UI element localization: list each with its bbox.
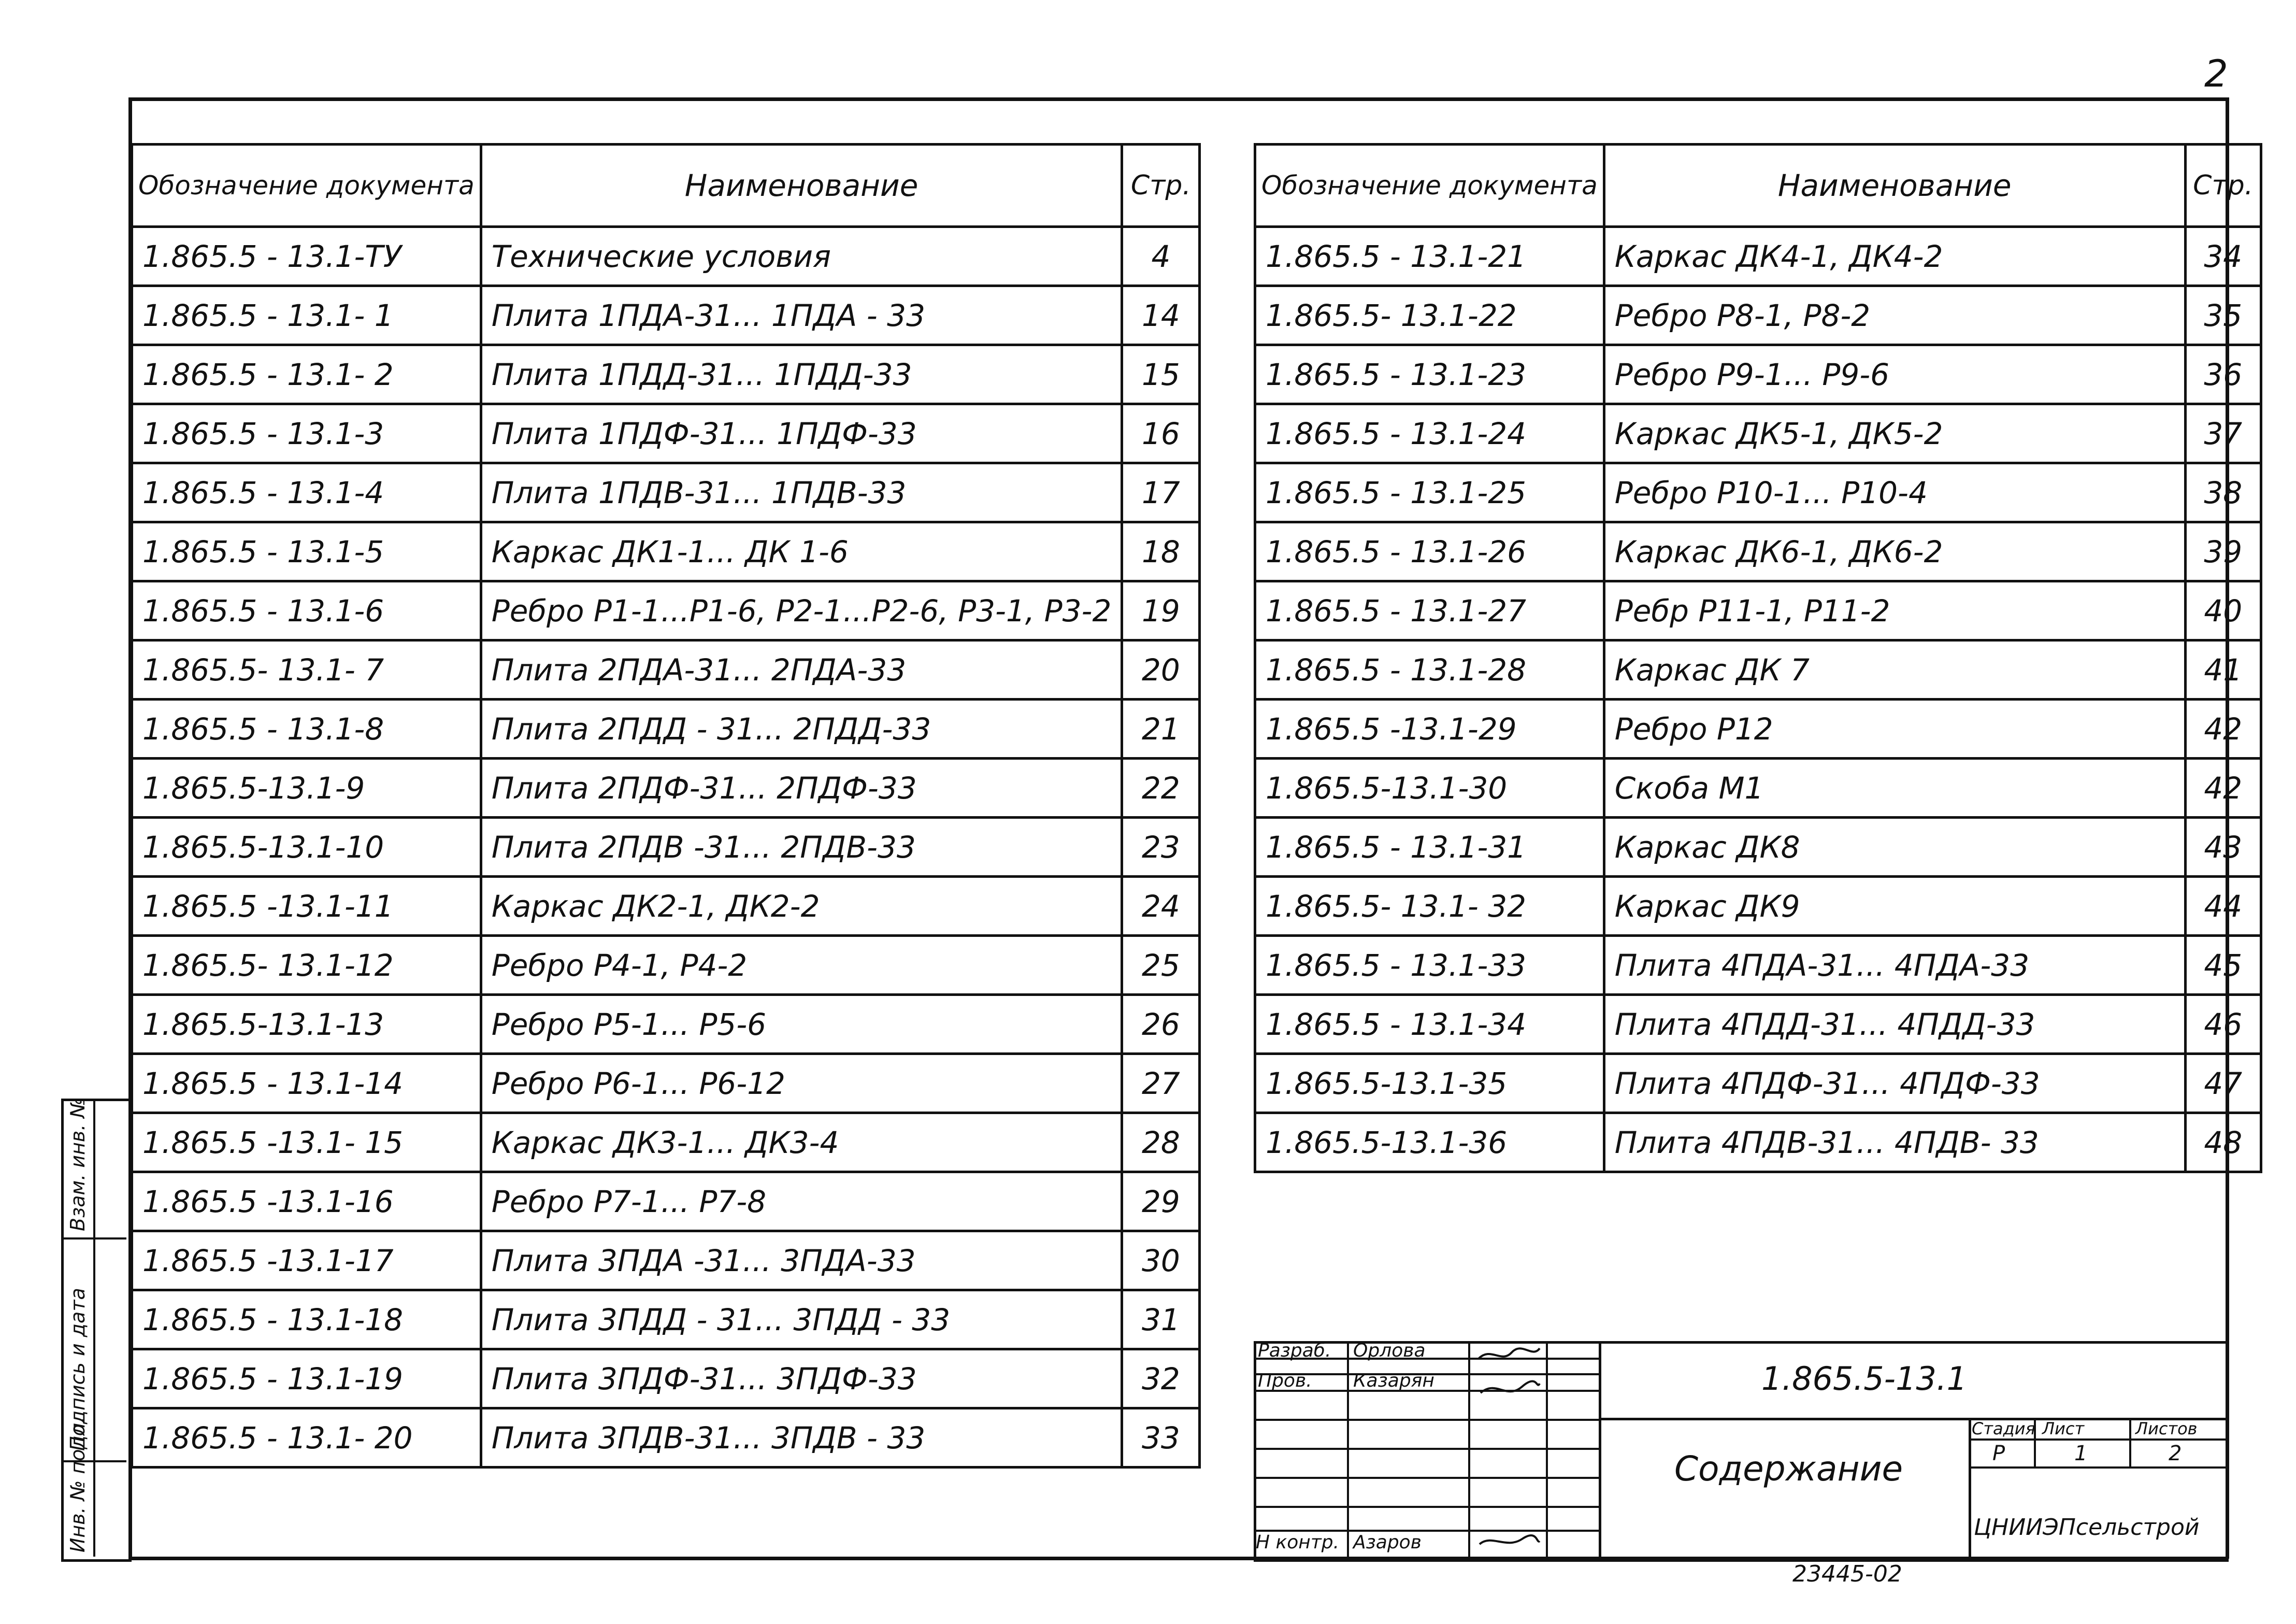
row-designation: 1.865.5 - 13.1-4 xyxy=(132,463,481,522)
page-number: 2 xyxy=(2204,52,2228,95)
toc-header-row xyxy=(1255,145,2261,227)
row-name: Ребро Р8-1, Р8-2 xyxy=(1604,286,2185,345)
row-name: Плита 4ПДВ-31... 4ПДВ- 33 xyxy=(1604,1113,2185,1172)
column-header-designation: Обозначение документа xyxy=(1255,145,1604,227)
table-row xyxy=(1255,522,2261,581)
table-row xyxy=(1255,404,2261,463)
table-row xyxy=(132,1113,1200,1172)
row-name: Каркас ДК5-1, ДК5-2 xyxy=(1604,404,2185,463)
table-row xyxy=(1255,818,2261,877)
stamp-checked-name: Казарян xyxy=(1353,1370,1434,1391)
row-designation: 1.865.5 - 13.1-8 xyxy=(132,700,481,759)
table-row xyxy=(132,1172,1200,1231)
row-designation: 1.865.5 - 13.1-23 xyxy=(1255,345,1604,404)
table-row xyxy=(1255,227,2261,286)
column-header-page: Стр. xyxy=(2185,145,2261,227)
side-stamp-inv-original: Инв. № подл. xyxy=(66,1416,89,1552)
row-name: Плита 1ПДД-31... 1ПДД-33 xyxy=(481,345,1122,404)
row-designation: 1.865.5 - 13.1-26 xyxy=(1255,522,1604,581)
row-designation: 1.865.5- 13.1-12 xyxy=(132,936,481,995)
table-row xyxy=(1255,581,2261,640)
row-page: 18 xyxy=(1122,522,1200,581)
row-name: Ребро Р1-1...Р1-6, Р2-1...Р2-6, Р3-1, Р3-2 xyxy=(481,581,1122,640)
row-page: 19 xyxy=(1122,581,1200,640)
row-name: Ребр Р11-1, Р11-2 xyxy=(1604,581,2185,640)
row-designation: 1.865.5- 13.1- 32 xyxy=(1255,877,1604,936)
stamp-checked-label: Пров. xyxy=(1258,1370,1312,1391)
row-designation: 1.865.5-13.1-36 xyxy=(1255,1113,1604,1172)
stamp-sheet-value: 1 xyxy=(2074,1442,2088,1465)
row-designation: 1.865.5 -13.1-29 xyxy=(1255,700,1604,759)
row-name: Ребро Р6-1... Р6-12 xyxy=(481,1054,1122,1113)
table-row xyxy=(132,759,1200,818)
row-designation: 1.865.5-13.1-13 xyxy=(132,995,481,1054)
stamp-sheet-label: Лист xyxy=(2042,1419,2085,1438)
table-row xyxy=(132,404,1200,463)
row-page: 41 xyxy=(2185,640,2261,700)
row-page: 32 xyxy=(1122,1349,1200,1408)
table-row xyxy=(132,522,1200,581)
row-page: 47 xyxy=(2185,1054,2261,1113)
row-designation: 1.865.5 - 13.1- 20 xyxy=(132,1408,481,1468)
row-designation: 1.865.5 - 13.1-28 xyxy=(1255,640,1604,700)
row-page: 27 xyxy=(1122,1054,1200,1113)
row-designation: 1.865.5 - 13.1-24 xyxy=(1255,404,1604,463)
frame-border-top xyxy=(128,97,2228,101)
row-designation: 1.865.5 - 13.1-3 xyxy=(132,404,481,463)
table-row xyxy=(132,227,1200,286)
row-page: 42 xyxy=(2185,700,2261,759)
stamp-sheets-label: Листов xyxy=(2135,1419,2198,1438)
row-name: Каркас ДК1-1... ДК 1-6 xyxy=(481,522,1122,581)
table-row xyxy=(1255,700,2261,759)
row-name: Ребро Р9-1... Р9-6 xyxy=(1604,345,2185,404)
table-row xyxy=(132,581,1200,640)
stamp-developed-name: Орлова xyxy=(1353,1340,1426,1361)
row-page: 45 xyxy=(2185,936,2261,995)
table-row xyxy=(132,1349,1200,1408)
table-row xyxy=(132,286,1200,345)
table-row xyxy=(132,463,1200,522)
table-row xyxy=(132,1408,1200,1468)
archive-code: 23445-02 xyxy=(1792,1561,1902,1587)
row-page: 28 xyxy=(1122,1113,1200,1172)
toc-table-right xyxy=(1254,143,2262,1173)
row-designation: 1.865.5 - 13.1-19 xyxy=(132,1349,481,1408)
row-page: 16 xyxy=(1122,404,1200,463)
row-name: Ребро Р5-1... Р5-6 xyxy=(481,995,1122,1054)
table-row xyxy=(132,1290,1200,1349)
toc-header-row xyxy=(132,145,1200,227)
table-row xyxy=(1255,286,2261,345)
row-name: Плита 4ПДА-31... 4ПДА-33 xyxy=(1604,936,2185,995)
table-row xyxy=(1255,463,2261,522)
row-name: Плита 3ПДД - 31... 3ПДД - 33 xyxy=(481,1290,1122,1349)
row-page: 23 xyxy=(1122,818,1200,877)
row-name: Каркас ДК2-1, ДК2-2 xyxy=(481,877,1122,936)
stamp-developed-label: Разраб. xyxy=(1258,1340,1331,1361)
column-header-designation: Обозначение документа xyxy=(132,145,481,227)
table-row xyxy=(132,700,1200,759)
row-name: Плита 3ПДА -31... 3ПДА-33 xyxy=(481,1231,1122,1290)
side-stamp-replace-inv: Взам. инв. № xyxy=(66,1097,89,1231)
stamp-norm-control-label: Н контр. xyxy=(1256,1532,1340,1553)
row-designation: 1.865.5-13.1-9 xyxy=(132,759,481,818)
row-designation: 1.865.5 - 13.1-ТУ xyxy=(132,227,481,286)
table-row xyxy=(132,936,1200,995)
row-designation: 1.865.5 -13.1- 15 xyxy=(132,1113,481,1172)
table-row xyxy=(132,877,1200,936)
row-name: Технические условия xyxy=(481,227,1122,286)
row-name: Плита 2ПДФ-31... 2ПДФ-33 xyxy=(481,759,1122,818)
row-page: 31 xyxy=(1122,1290,1200,1349)
row-name: Скоба М1 xyxy=(1604,759,2185,818)
row-name: Плита 2ПДВ -31... 2ПДВ-33 xyxy=(481,818,1122,877)
row-name: Плита 1ПДФ-31... 1ПДФ-33 xyxy=(481,404,1122,463)
side-stamp-sign-date: Подпись и дата xyxy=(66,1288,89,1451)
row-page: 14 xyxy=(1122,286,1200,345)
row-page: 37 xyxy=(2185,404,2261,463)
row-page: 30 xyxy=(1122,1231,1200,1290)
row-page: 43 xyxy=(2185,818,2261,877)
row-designation: 1.865.5 - 13.1-25 xyxy=(1255,463,1604,522)
toc-table-left xyxy=(131,143,1201,1469)
row-page: 40 xyxy=(2185,581,2261,640)
table-row xyxy=(1255,936,2261,995)
row-name: Ребро Р10-1... Р10-4 xyxy=(1604,463,2185,522)
row-name: Плита 4ПДФ-31... 4ПДФ-33 xyxy=(1604,1054,2185,1113)
row-designation: 1.865.5 - 13.1-6 xyxy=(132,581,481,640)
row-page: 26 xyxy=(1122,995,1200,1054)
row-designation: 1.865.5- 13.1-22 xyxy=(1255,286,1604,345)
row-page: 39 xyxy=(2185,522,2261,581)
stamp-designation: 1.865.5-13.1 xyxy=(1761,1360,1968,1398)
row-designation: 1.865.5 - 13.1-5 xyxy=(132,522,481,581)
row-name: Плита 1ПДВ-31... 1ПДВ-33 xyxy=(481,463,1122,522)
row-designation: 1.865.5 - 13.1-33 xyxy=(1255,936,1604,995)
row-designation: 1.865.5 - 13.1-14 xyxy=(132,1054,481,1113)
row-page: 17 xyxy=(1122,463,1200,522)
row-name: Каркас ДК4-1, ДК4-2 xyxy=(1604,227,2185,286)
table-row xyxy=(1255,1054,2261,1113)
row-page: 25 xyxy=(1122,936,1200,995)
row-name: Плита 4ПДД-31... 4ПДД-33 xyxy=(1604,995,2185,1054)
stamp-stage-label: Стадия xyxy=(1972,1419,2035,1438)
stamp-norm-control-name: Азаров xyxy=(1353,1532,1422,1553)
stamp-organization: ЦНИИЭПсельстрой xyxy=(1974,1514,2200,1541)
row-designation: 1.865.5 -13.1-16 xyxy=(132,1172,481,1231)
row-name: Ребро Р4-1, Р4-2 xyxy=(481,936,1122,995)
table-row xyxy=(132,818,1200,877)
column-header-name: Наименование xyxy=(481,145,1122,227)
row-name: Каркас ДК6-1, ДК6-2 xyxy=(1604,522,2185,581)
row-page: 34 xyxy=(2185,227,2261,286)
row-name: Плита 2ПДД - 31... 2ПДД-33 xyxy=(481,700,1122,759)
row-designation: 1.865.5 - 13.1- 2 xyxy=(132,345,481,404)
table-row xyxy=(132,1231,1200,1290)
row-page: 20 xyxy=(1122,640,1200,700)
table-row xyxy=(1255,1113,2261,1172)
row-page: 35 xyxy=(2185,286,2261,345)
row-name: Каркас ДК3-1... ДК3-4 xyxy=(481,1113,1122,1172)
row-designation: 1.865.5 - 13.1-21 xyxy=(1255,227,1604,286)
table-row xyxy=(132,640,1200,700)
row-name: Ребро Р12 xyxy=(1604,700,2185,759)
table-row xyxy=(132,345,1200,404)
column-header-page: Стр. xyxy=(1122,145,1200,227)
row-page: 42 xyxy=(2185,759,2261,818)
table-row xyxy=(132,995,1200,1054)
row-designation: 1.865.5- 13.1- 7 xyxy=(132,640,481,700)
signature-norm-control-icon xyxy=(1475,1529,1543,1555)
row-designation: 1.865.5 -13.1-17 xyxy=(132,1231,481,1290)
row-designation: 1.865.5 -13.1-11 xyxy=(132,877,481,936)
row-name: Каркас ДК8 xyxy=(1604,818,2185,877)
row-page: 29 xyxy=(1122,1172,1200,1231)
signature-developer-icon xyxy=(1475,1343,1543,1405)
row-page: 48 xyxy=(2185,1113,2261,1172)
row-page: 15 xyxy=(1122,345,1200,404)
row-page: 38 xyxy=(2185,463,2261,522)
row-designation: 1.865.5 - 13.1-34 xyxy=(1255,995,1604,1054)
row-designation: 1.865.5-13.1-35 xyxy=(1255,1054,1604,1113)
row-name: Плита 1ПДА-31... 1ПДА - 33 xyxy=(481,286,1122,345)
stamp-stage-value: Р xyxy=(1992,1442,2005,1465)
row-page: 33 xyxy=(1122,1408,1200,1468)
table-row xyxy=(1255,759,2261,818)
stamp-title: Содержание xyxy=(1674,1449,1903,1489)
table-row xyxy=(132,1054,1200,1113)
column-header-name: Наименование xyxy=(1604,145,2185,227)
row-name: Ребро Р7-1... Р7-8 xyxy=(481,1172,1122,1231)
row-page: 24 xyxy=(1122,877,1200,936)
row-designation: 1.865.5 - 13.1-18 xyxy=(132,1290,481,1349)
row-name: Плита 3ПДВ-31... 3ПДВ - 33 xyxy=(481,1408,1122,1468)
row-page: 44 xyxy=(2185,877,2261,936)
row-designation: 1.865.5 - 13.1- 1 xyxy=(132,286,481,345)
row-page: 21 xyxy=(1122,700,1200,759)
row-designation: 1.865.5-13.1-30 xyxy=(1255,759,1604,818)
row-page: 46 xyxy=(2185,995,2261,1054)
row-page: 36 xyxy=(2185,345,2261,404)
row-name: Каркас ДК 7 xyxy=(1604,640,2185,700)
table-row xyxy=(1255,877,2261,936)
row-name: Плита 2ПДА-31... 2ПДА-33 xyxy=(481,640,1122,700)
row-designation: 1.865.5 - 13.1-31 xyxy=(1255,818,1604,877)
row-designation: 1.865.5 - 13.1-27 xyxy=(1255,581,1604,640)
table-row xyxy=(1255,345,2261,404)
row-designation: 1.865.5-13.1-10 xyxy=(132,818,481,877)
table-row xyxy=(1255,995,2261,1054)
row-name: Каркас ДК9 xyxy=(1604,877,2185,936)
stamp-sheets-value: 2 xyxy=(2169,1442,2182,1465)
row-page: 22 xyxy=(1122,759,1200,818)
table-row xyxy=(1255,640,2261,700)
row-page: 4 xyxy=(1122,227,1200,286)
row-name: Плита 3ПДФ-31... 3ПДФ-33 xyxy=(481,1349,1122,1408)
